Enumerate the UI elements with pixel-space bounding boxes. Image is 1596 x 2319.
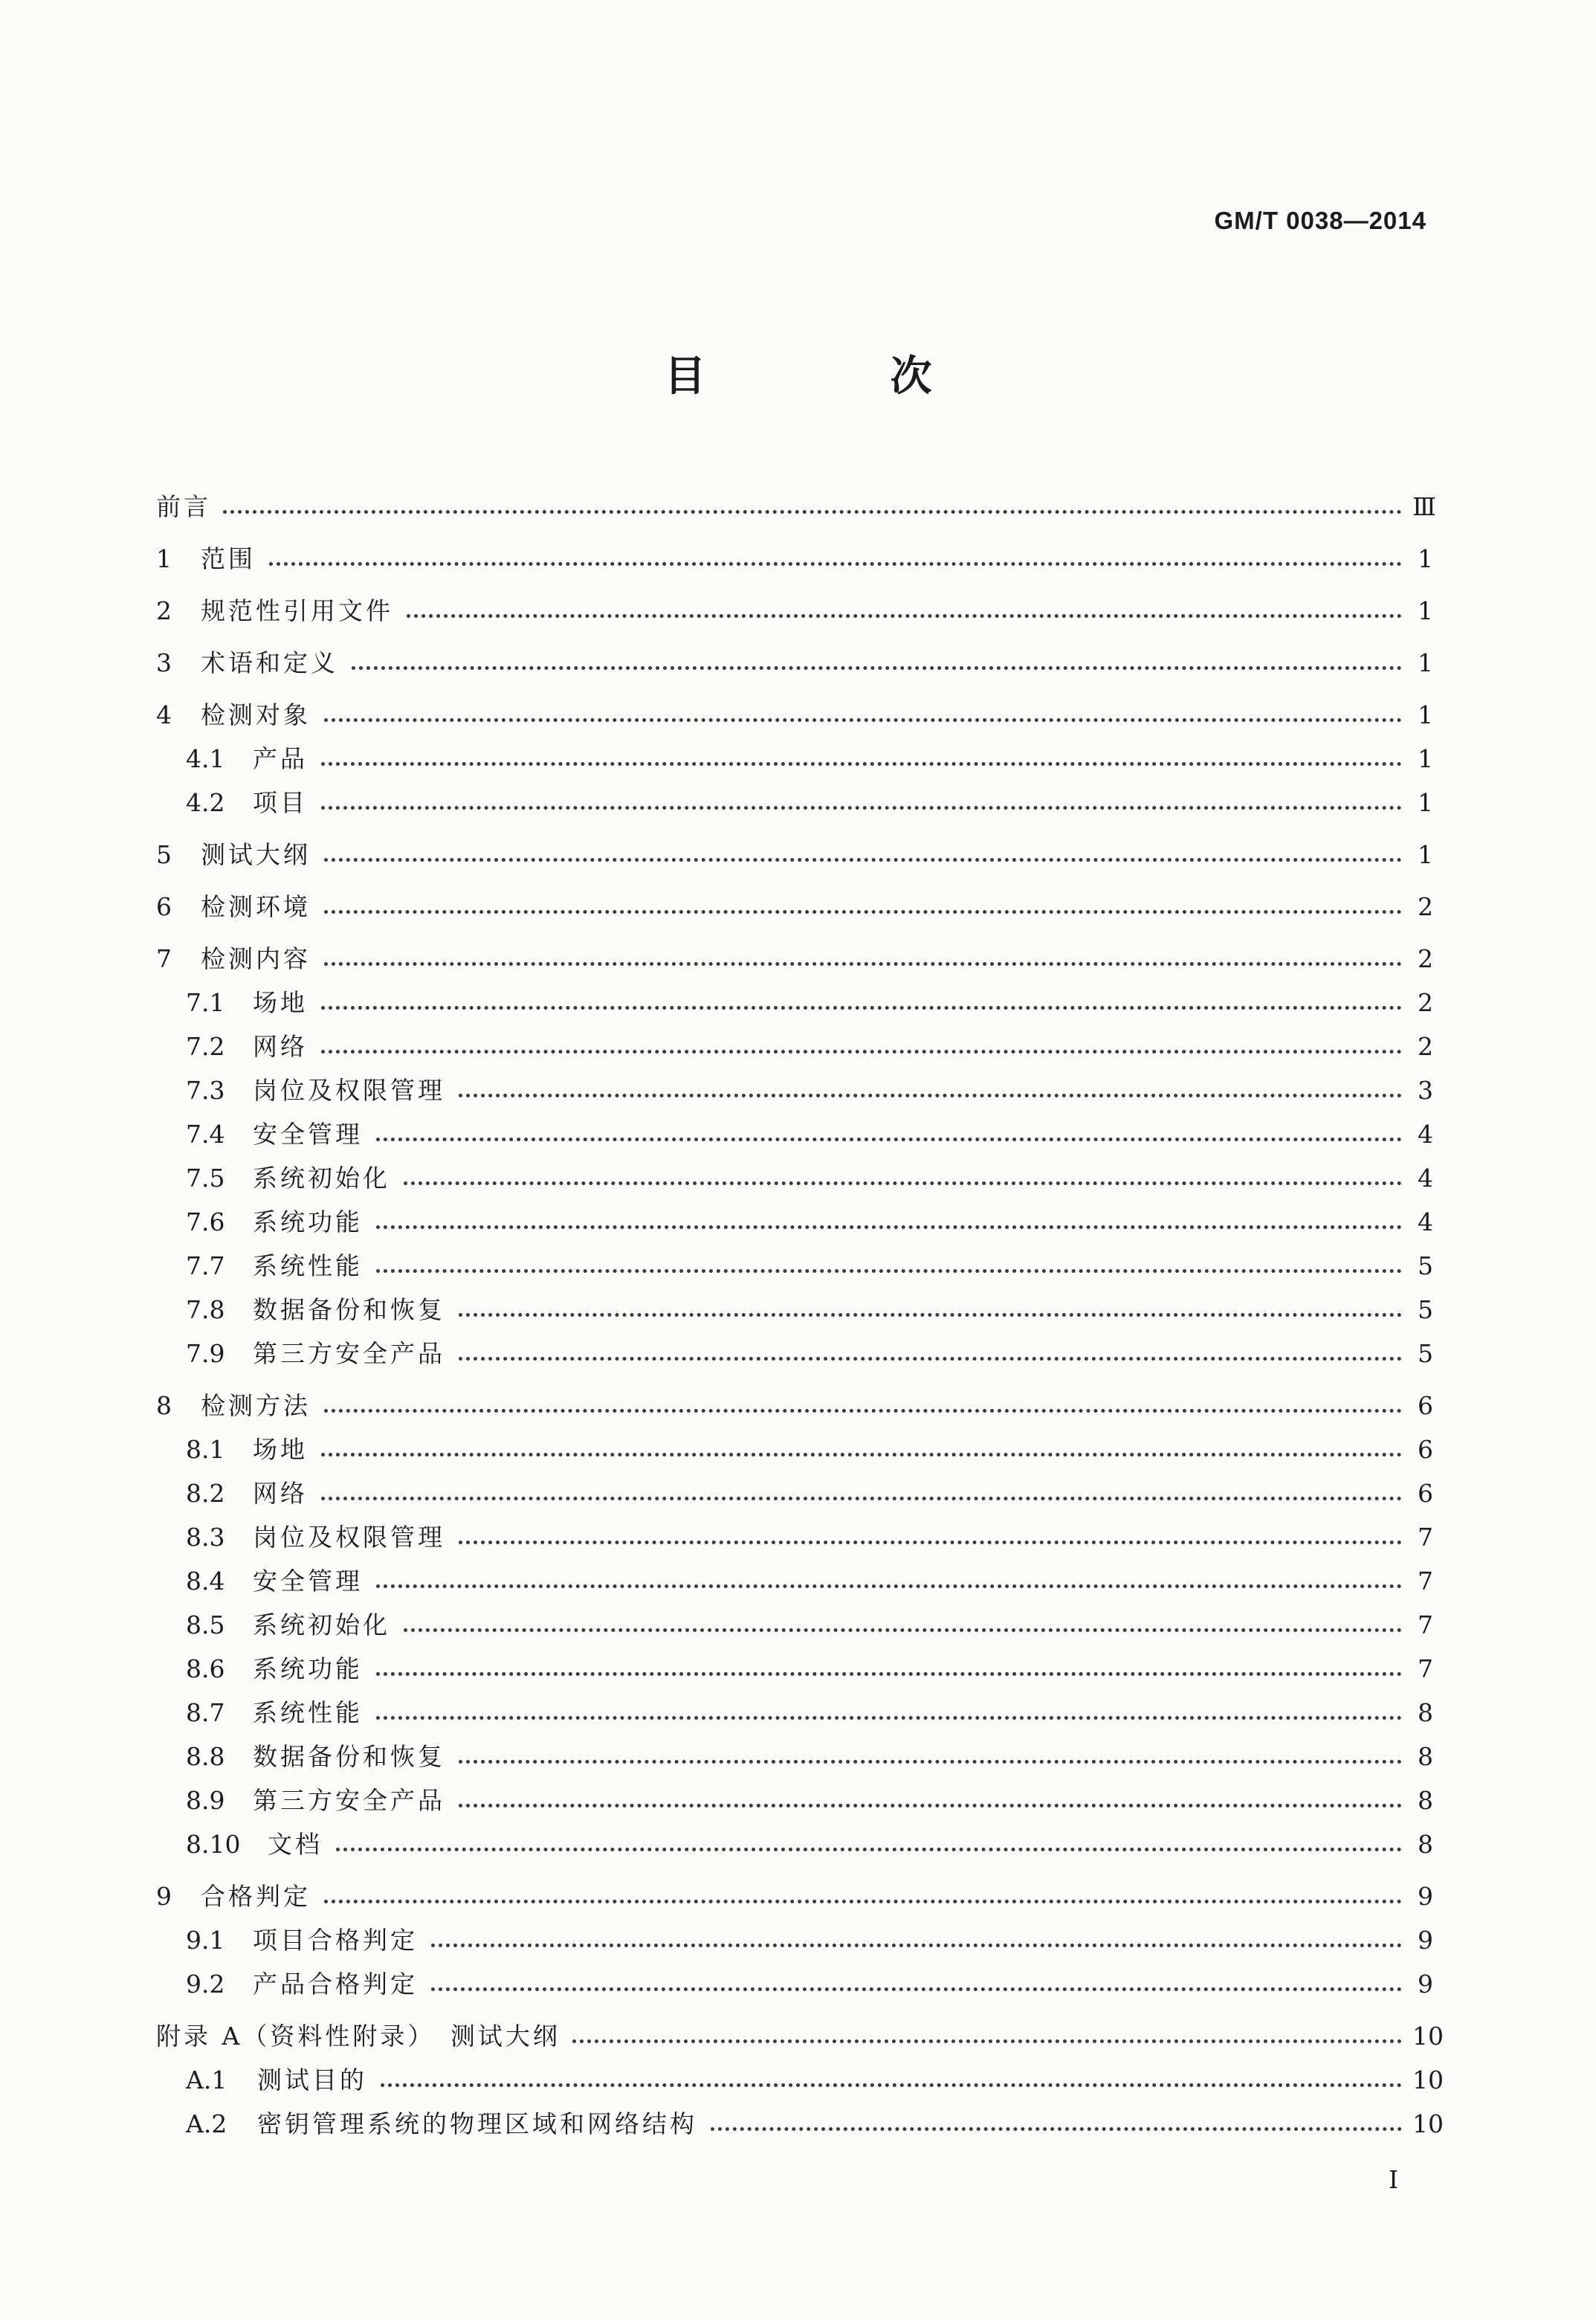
- toc-entry-label: 第三方安全产品: [253, 1339, 445, 1368]
- toc-entry-page: 8: [1418, 1830, 1433, 1859]
- toc-entry: [156, 1031, 1433, 1063]
- toc-entry-number: 4.2: [186, 788, 225, 817]
- dot-leader: [376, 1138, 1402, 1141]
- dot-leader: [269, 562, 1402, 566]
- dot-leader: [376, 1584, 1402, 1588]
- toc-entry-label: 测试大纲: [201, 840, 311, 869]
- toc-entry-number: 8.9: [186, 1786, 225, 1815]
- toc-entry-number: 2: [156, 596, 172, 625]
- toc-entry-label: 术语和定义: [201, 648, 338, 677]
- toc-entry-page: 1: [1418, 648, 1433, 677]
- toc-entry-page: 1: [1418, 700, 1433, 729]
- dot-leader: [459, 1357, 1402, 1361]
- dot-leader: [459, 1094, 1402, 1097]
- dot-leader: [324, 910, 1402, 914]
- toc-entry-page: 5: [1418, 1339, 1433, 1368]
- page-number: I: [1388, 2165, 1398, 2194]
- toc-entry-number: 7.6: [186, 1207, 225, 1236]
- toc-entry-label: 岗位及权限管理: [253, 1523, 445, 1552]
- toc-entry-number: 5: [156, 840, 172, 869]
- toc-entry: [156, 1206, 1433, 1239]
- toc-entry-page: 2: [1418, 892, 1433, 921]
- toc-entry-number: 8.7: [186, 1698, 225, 1727]
- toc-entry-number: 7.8: [186, 1295, 225, 1324]
- toc-entry: [156, 987, 1433, 1019]
- toc-entry-label: 数据备份和恢复: [253, 1742, 445, 1771]
- dot-leader: [404, 1628, 1402, 1632]
- toc-entry-page: 8: [1418, 1742, 1433, 1771]
- toc-entry-page: 2: [1418, 1032, 1433, 1061]
- toc-entry-label: 系统初始化: [253, 1610, 390, 1639]
- toc-entry-page: 3: [1418, 1076, 1433, 1105]
- toc-entry-number: 3: [156, 648, 172, 677]
- toc-entry: [156, 1565, 1433, 1598]
- dot-leader: [321, 1453, 1402, 1457]
- toc-title: 目 次: [664, 352, 1004, 401]
- toc-entry-label: 规范性引用文件: [201, 596, 393, 625]
- toc-entry: [156, 943, 1433, 975]
- toc-entry-number: 8.3: [186, 1523, 225, 1552]
- dot-leader: [404, 1181, 1402, 1185]
- dot-leader: [376, 1225, 1402, 1229]
- toc-entry-page: 8: [1418, 1698, 1433, 1727]
- dot-leader: [381, 2083, 1402, 2087]
- toc-entry: [156, 1828, 1433, 1861]
- toc-entry: [156, 595, 1433, 628]
- toc-entry: [156, 543, 1433, 575]
- toc-entry: [156, 787, 1433, 819]
- toc-entry-page: 7: [1418, 1523, 1433, 1552]
- table-of-contents: [156, 491, 1444, 2141]
- toc-entry-label: 网络: [253, 1479, 308, 1508]
- dot-leader: [321, 1050, 1402, 1054]
- toc-entry: [156, 1390, 1433, 1422]
- toc-entry-label: 场地: [253, 988, 308, 1017]
- dot-leader: [376, 1672, 1402, 1676]
- toc-entry-label: 系统初始化: [253, 1164, 390, 1193]
- toc-entry: [156, 1697, 1433, 1729]
- dot-leader: [336, 1848, 1402, 1851]
- toc-entry-number: 8.5: [186, 1610, 225, 1639]
- toc-entry-label: 项目: [253, 788, 308, 817]
- toc-entry-number: 7.4: [186, 1120, 225, 1149]
- toc-entry-number: A.1: [186, 2065, 227, 2094]
- dot-leader: [431, 1944, 1402, 1947]
- toc-entry: [156, 1294, 1433, 1326]
- toc-entry: [156, 1784, 1433, 1817]
- dot-leader: [572, 2039, 1402, 2043]
- toc-entry-page: 1: [1418, 744, 1433, 773]
- toc-entry-label: 系统性能: [253, 1251, 363, 1280]
- dot-leader: [459, 1760, 1402, 1764]
- toc-entry-label: 第三方安全产品: [253, 1786, 445, 1815]
- dot-leader: [321, 1006, 1402, 1010]
- toc-entry-number: 7.1: [186, 988, 225, 1017]
- toc-entry-page: 2: [1418, 944, 1433, 973]
- toc-entry: [156, 1880, 1433, 1913]
- toc-entry: [156, 2064, 1444, 2097]
- toc-entry-label: 检测方法: [201, 1391, 311, 1420]
- toc-entry-number: 8: [156, 1391, 172, 1420]
- dot-leader: [711, 2127, 1402, 2131]
- toc-entry-number: 4.1: [186, 744, 225, 773]
- toc-entry-number: 8.8: [186, 1742, 225, 1771]
- toc-entry: [156, 1521, 1433, 1554]
- toc-entry-number: 9.1: [186, 1926, 225, 1955]
- toc-entry-label: 测试目的: [257, 2065, 367, 2094]
- toc-entry-number: 8.6: [186, 1654, 225, 1683]
- dot-leader: [459, 1313, 1402, 1317]
- dot-leader: [321, 762, 1402, 766]
- dot-leader: [459, 1541, 1402, 1544]
- toc-entry-page: 10: [1412, 2065, 1444, 2094]
- toc-entry: [156, 1074, 1433, 1107]
- toc-entry-label: 检测内容: [201, 944, 311, 973]
- dot-leader: [431, 1987, 1402, 1991]
- toc-entry: [156, 1433, 1433, 1466]
- toc-entry-page: 10: [1412, 2022, 1444, 2051]
- toc-entry: [156, 1653, 1433, 1686]
- toc-entry: [156, 699, 1433, 732]
- toc-entry-label: 项目合格判定: [253, 1926, 418, 1955]
- toc-entry-number: 8.10: [186, 1830, 241, 1859]
- standard-code: GM/T 0038—2014: [1214, 207, 1427, 234]
- toc-entry: [156, 2020, 1444, 2053]
- dot-leader: [459, 1804, 1402, 1807]
- toc-entry-label: 检测环境: [201, 892, 311, 921]
- toc-entry-label: 系统性能: [253, 1698, 363, 1727]
- toc-entry-page: 1: [1418, 788, 1433, 817]
- toc-entry-page: 7: [1418, 1654, 1433, 1683]
- toc-entry: [156, 647, 1433, 680]
- toc-entry-label: 系统功能: [253, 1654, 363, 1683]
- toc-entry-page: 6: [1418, 1479, 1433, 1508]
- toc-entry-number: 8.1: [186, 1435, 225, 1464]
- toc-entry-page: 2: [1418, 988, 1433, 1017]
- toc-entry-label: 岗位及权限管理: [253, 1076, 445, 1105]
- toc-entry: [156, 1924, 1433, 1957]
- toc-entry: [156, 2108, 1444, 2141]
- toc-entry-number: 7: [156, 944, 172, 973]
- toc-entry: [156, 1968, 1433, 2001]
- toc-entry-number: 4: [156, 700, 172, 729]
- toc-entry-number: 8.2: [186, 1479, 225, 1508]
- toc-entry-page: 1: [1418, 840, 1433, 869]
- toc-entry-page: 7: [1418, 1567, 1433, 1596]
- dot-leader: [324, 962, 1402, 966]
- toc-entry-label: 前言: [156, 492, 211, 521]
- dot-leader: [223, 510, 1402, 514]
- toc-entry: [156, 1118, 1433, 1151]
- toc-entry-number: 9: [156, 1882, 172, 1911]
- dot-leader: [321, 1497, 1402, 1500]
- toc-entry-page: 5: [1418, 1251, 1433, 1280]
- toc-entry-page: 7: [1418, 1610, 1433, 1639]
- toc-entry: [156, 1250, 1433, 1283]
- toc-entry: [156, 743, 1433, 775]
- toc-entry-page: 4: [1418, 1164, 1433, 1193]
- toc-entry-label: 范围: [201, 544, 256, 573]
- dot-leader: [352, 666, 1402, 670]
- toc-entry-page: 10: [1412, 2109, 1444, 2138]
- toc-entry-label: 系统功能: [253, 1207, 363, 1236]
- toc-entry-number: 7.5: [186, 1164, 225, 1193]
- toc-entry-number: 6: [156, 892, 172, 921]
- toc-entry-label: 产品: [253, 744, 308, 773]
- dot-leader: [324, 858, 1402, 862]
- toc-entry-page: 4: [1418, 1207, 1433, 1236]
- dot-leader: [376, 1716, 1402, 1720]
- toc-entry-label: 密钥管理系统的物理区域和网络结构: [257, 2109, 697, 2138]
- dot-leader: [324, 1900, 1402, 1903]
- toc-entry-label: 安全管理: [253, 1120, 363, 1149]
- dot-leader: [407, 614, 1402, 618]
- toc-entry-label: 附录 A（资料性附录） 测试大纲: [156, 2022, 560, 2051]
- toc-entry-number: 7.2: [186, 1032, 225, 1061]
- toc-entry-label: 安全管理: [253, 1567, 363, 1596]
- dot-leader: [376, 1269, 1402, 1273]
- toc-entry: [156, 1741, 1433, 1773]
- toc-entry-number: 1: [156, 544, 172, 573]
- toc-entry-page: 9: [1418, 1970, 1433, 1999]
- toc-entry: [156, 839, 1433, 871]
- toc-entry-label: 场地: [253, 1435, 308, 1464]
- dot-leader: [324, 1409, 1402, 1413]
- toc-entry-page: 1: [1418, 544, 1433, 573]
- toc-entry: [156, 1162, 1433, 1195]
- toc-entry-label: 产品合格判定: [253, 1970, 418, 1999]
- toc-entry-page: 4: [1418, 1120, 1433, 1149]
- toc-entry-number: 7.7: [186, 1251, 225, 1280]
- toc-entry: [156, 491, 1436, 523]
- toc-entry-label: 网络: [253, 1032, 308, 1061]
- toc-entry-page: 6: [1418, 1435, 1433, 1464]
- toc-entry: [156, 1477, 1433, 1510]
- dot-leader: [321, 806, 1402, 810]
- toc-entry-page: 9: [1418, 1926, 1433, 1955]
- toc-entry-number: 8.4: [186, 1567, 225, 1596]
- toc-entry: [156, 1609, 1433, 1642]
- toc-entry-label: 合格判定: [201, 1882, 311, 1911]
- toc-entry-number: A.2: [186, 2109, 227, 2138]
- dot-leader: [324, 718, 1402, 722]
- toc-entry: [156, 1338, 1433, 1370]
- toc-entry: [156, 891, 1433, 923]
- toc-entry-page: 6: [1418, 1391, 1433, 1420]
- toc-entry-page: 8: [1418, 1786, 1433, 1815]
- toc-entry-number: 9.2: [186, 1970, 225, 1999]
- toc-entry-label: 数据备份和恢复: [253, 1295, 445, 1324]
- toc-entry-page: 5: [1418, 1295, 1433, 1324]
- toc-entry-number: 7.9: [186, 1339, 225, 1368]
- toc-entry-page: 1: [1418, 596, 1433, 625]
- toc-entry-page: Ⅲ: [1412, 492, 1436, 521]
- toc-entry-page: 9: [1418, 1882, 1433, 1911]
- toc-entry-number: 7.3: [186, 1076, 225, 1105]
- toc-entry-label: 文档: [268, 1830, 323, 1859]
- toc-entry-label: 检测对象: [201, 700, 311, 729]
